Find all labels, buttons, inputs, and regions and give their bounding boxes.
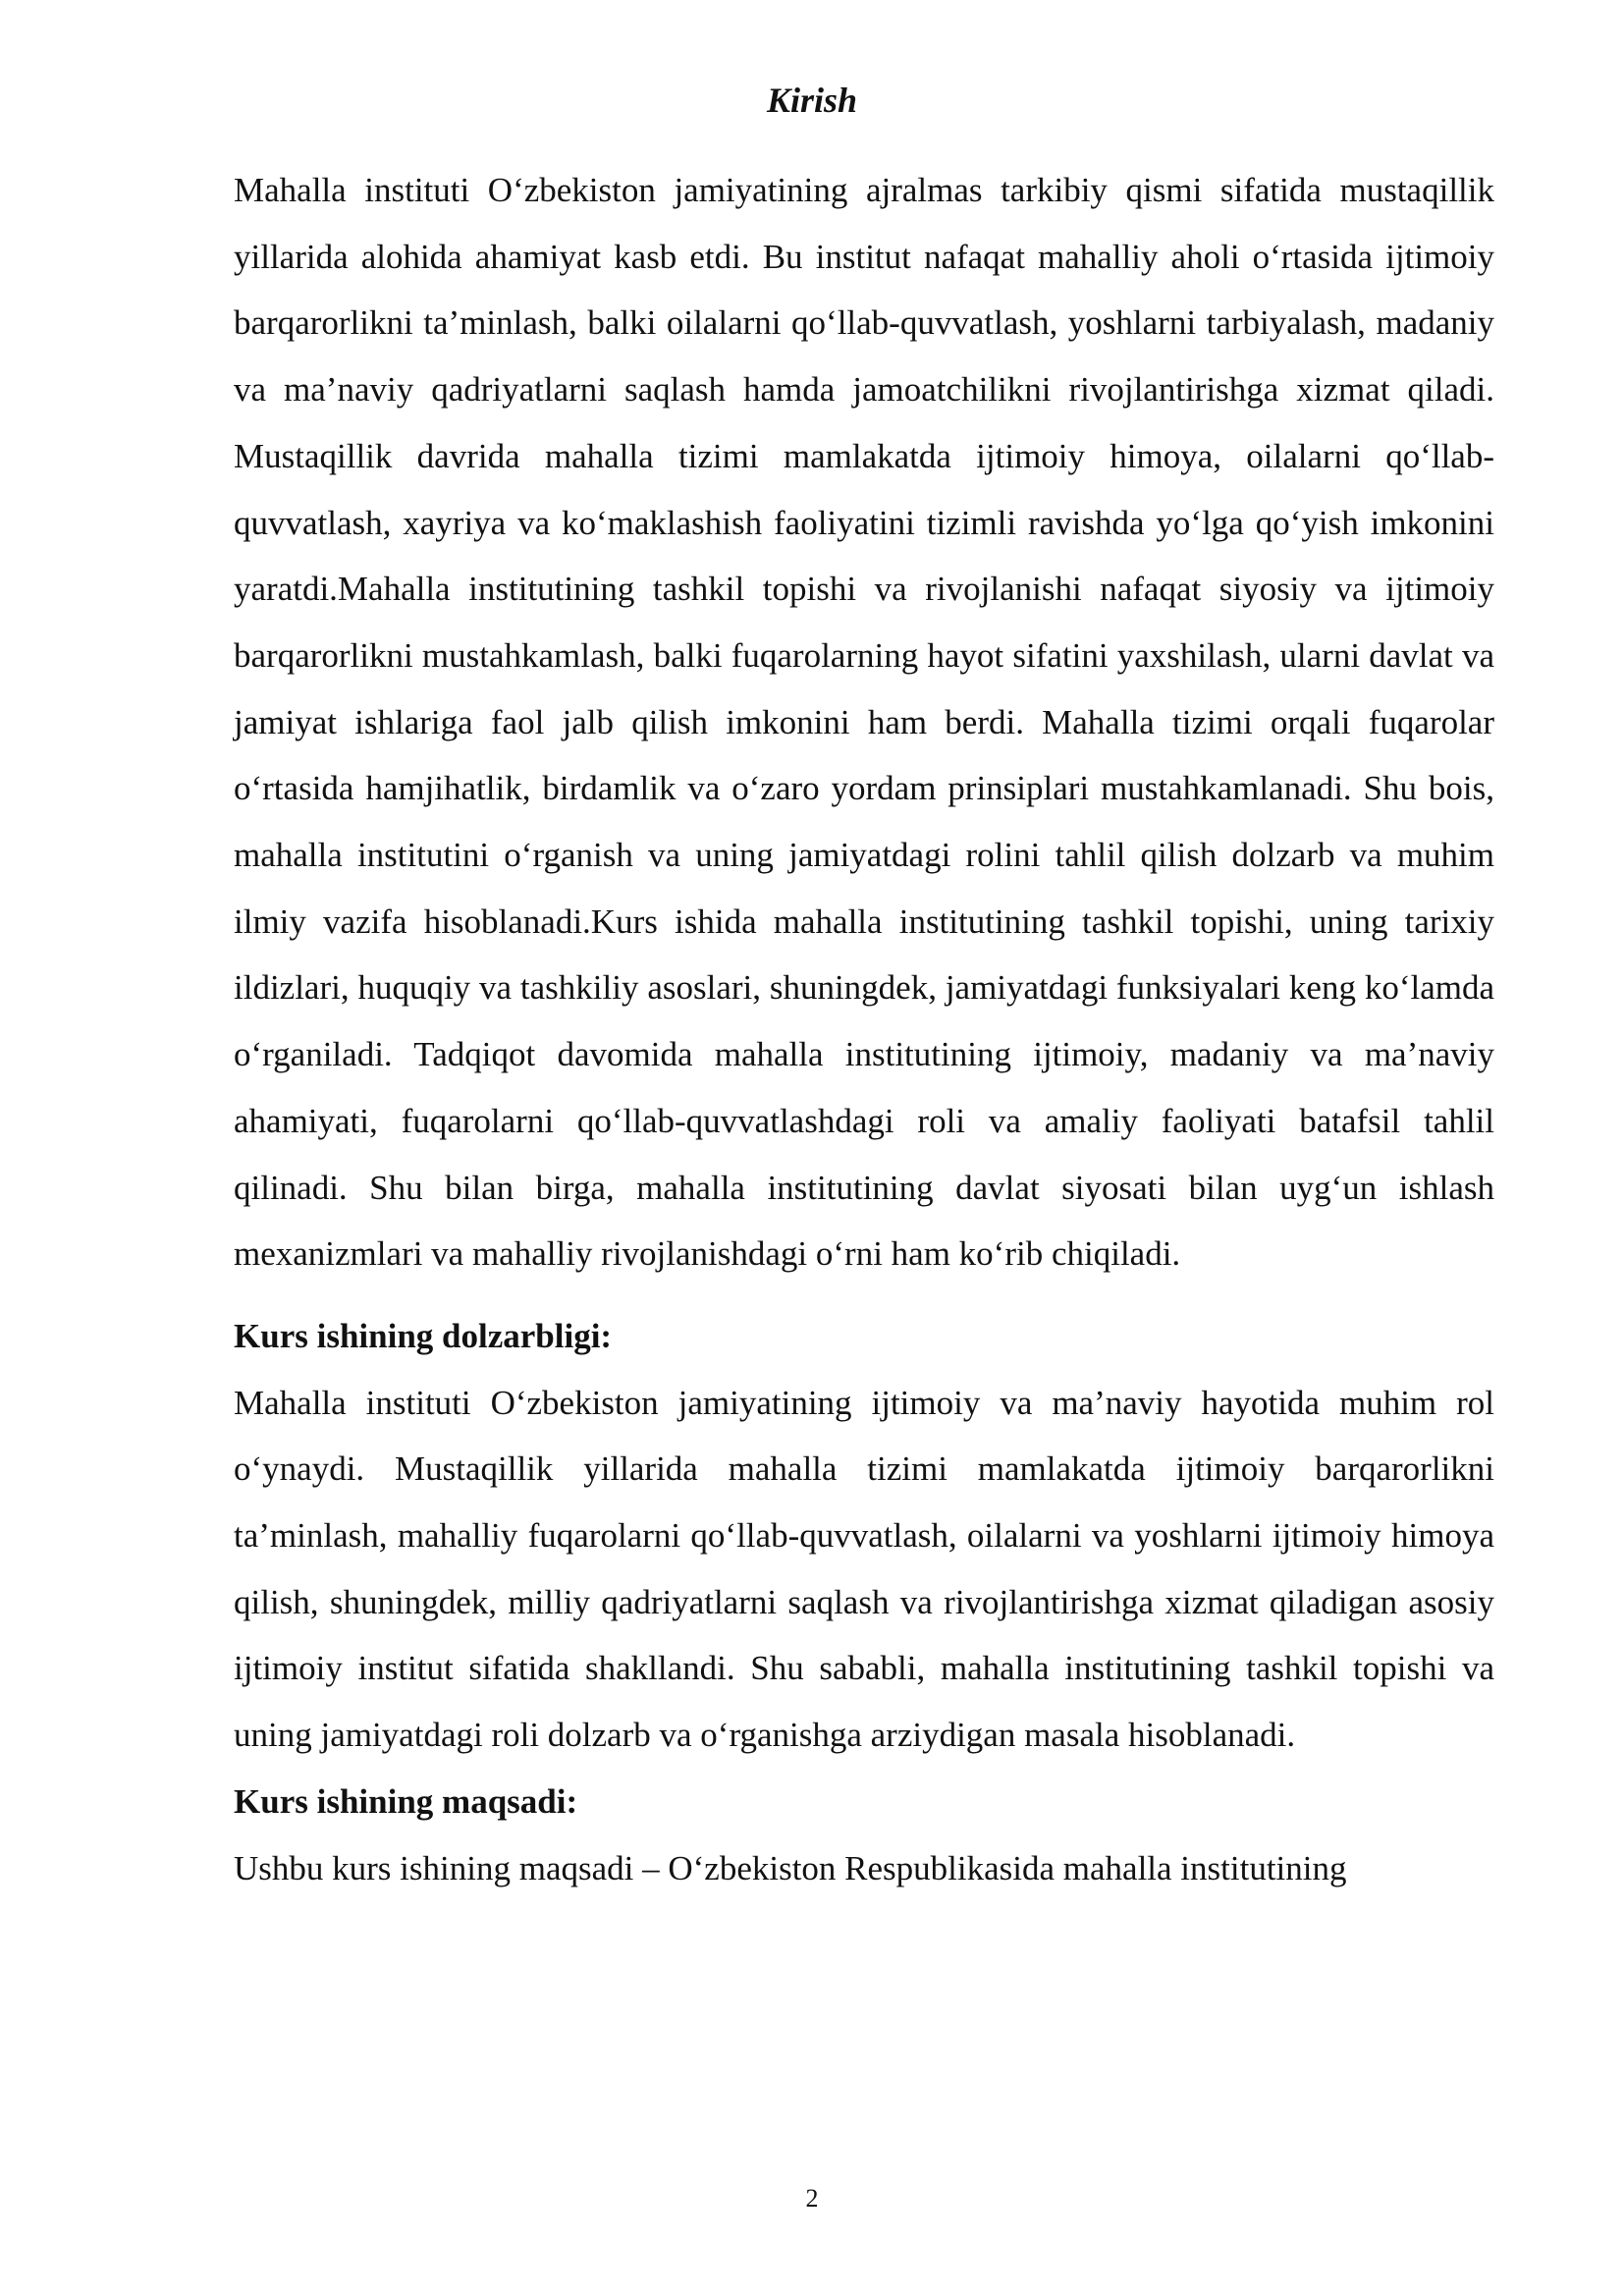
section-paragraph-relevance: Mahalla instituti O‘zbekiston jamiyatining ijtimoiy va ma’naviy hayotida muhim rol o‘ynaydi. Mustaqillik yillarida mahalla tizimi mamlakatda ijtimoiy barqarorlikni ta’minlash, mahalliy fuqarolarni qo‘llab-quvvatlash, oilalarni va yoshlarni ijtimoiy himoya qilish, shuningdek, milliy qadriyatlarni saqlash va rivojlantirishga xizmat qiladigan asosiy ijtimoiy institut sifatida shakllandi. Shu sababli, mahalla institutining tashkil topishi va uning jamiyatdagi roli dolzarb va o‘rganishga arziydigan masala hisoblanadi. — [234, 1383, 1494, 1755]
section-heading-relevance: Kurs ishining dolzarbligi: — [234, 1316, 613, 1355]
page-title: Kirish — [766, 81, 858, 120]
page-number: 2 — [805, 2184, 819, 2213]
section-paragraph-goal: Ushbu kurs ishining maqsadi – O‘zbekiston Respublikasida mahalla institutining — [234, 1848, 1347, 1887]
intro-paragraph: Mahalla instituti O‘zbekiston jamiyatining ajralmas tarkibiy qismi sifatida mustaqillik yillarida alohida ahamiyat kasb etdi. Bu institut nafaqat mahalliy aholi o‘rtasida ijtimoiy barqarorlikni ta’minlash, balki oilalarni qo‘llab-quvvatlash, yoshlarni tarbiyalash, madaniy va ma’naviy qadriyatlarni saqlash hamda jamoatchilikni rivojlantirishga xizmat qiladi. Mustaqillik davrida mahalla tizimi mamlakatda ijtimoiy himoya, oilalarni qo‘llab-quvvatlash, xayriya va ko‘maklashish faoliyatini tizimli ravishda yo‘lga qo‘yish imkonini yaratdi.Mahalla institutining tashkil topishi va rivojlanishi nafaqat siyosiy va ijtimoiy barqarorlikni mustahkamlash, balki fuqarolarning hayot sifatini yaxshilash, ularni davlat va jamiyat ishlariga faol jalb qilish imkonini ham berdi. Mahalla tizimi orqali fuqarolar o‘rtasida hamjihatlik, birdamlik va o‘zaro yordam prinsiplari mustahkamlanadi. Shu bois, mahalla institutini o‘rganish va uning jamiyatdagi rolini tahlil qilish dolzarb va muhim ilmiy vazifa hisoblanadi.Kurs ishida mahalla institutining tashkil topishi, uning tarixiy ildizlari, huquqiy va tashkiliy asoslari, shuningdek, jamiyatdagi funksiyalari keng ko‘lamda o‘rganiladi. Tadqiqot davomida mahalla institutining ijtimoiy, madaniy va ma’naviy ahamiyati, fuqarolarni qo‘llab-quvvatlashdagi roli va amaliy faoliyati batafsil tahlil qilinadi. Shu bilan birga, mahalla institutining davlat siyosati bilan uyg‘un ishlash mexanizmlari va mahalliy rivojlanishdagi o‘rni ham ko‘rib chiqiladi. — [234, 171, 1494, 1274]
document-body — [234, 157, 1494, 1901]
section-heading-goal: Kurs ishining maqsadi: — [234, 1781, 578, 1821]
